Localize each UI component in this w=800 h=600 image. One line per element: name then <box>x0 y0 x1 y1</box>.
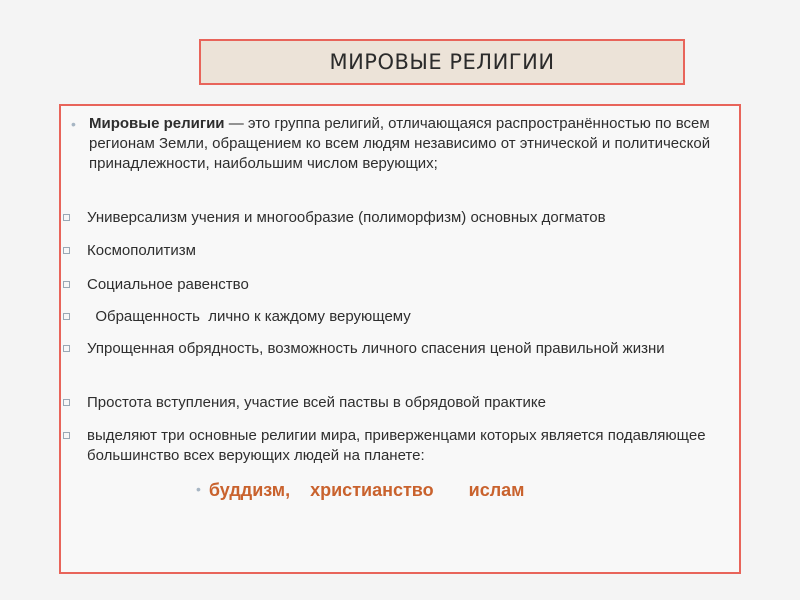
list-item-text: Обращенность лично к каждому верующему <box>87 308 411 325</box>
religion-islam: ислам <box>468 480 525 500</box>
title-box <box>199 39 685 85</box>
list-item-text: Простота вступления, участие всей паствы в обрядовой практике <box>87 394 546 411</box>
list-item <box>61 393 731 413</box>
religion-buddhism: буддизм, <box>208 480 291 500</box>
checkbox-bullet-icon <box>63 399 70 406</box>
checkbox-bullet-icon <box>63 313 70 320</box>
list-item-text: Упрощенная обрядность, возможность личного спасения ценой правильной жизни <box>87 340 665 357</box>
intro-definition: — это группа религий, отличающаяся распространённостью по всем регионам Земли, обращением ко всем людям независимо от этнической и политической принадлежности, наибольшим числом верующих; <box>89 115 711 172</box>
page-title: МИРОВЫЕ РЕЛИГИИ <box>329 50 555 74</box>
content-box <box>59 104 741 574</box>
religion-christianity: христианство <box>310 480 434 500</box>
list-item-text: Социальное равенство <box>87 276 249 293</box>
list-item-text: Универсализм учения и многообразие (полиморфизм) основных догматов <box>87 209 606 226</box>
intro-text <box>89 114 731 174</box>
bullet-dot-icon: • <box>71 116 76 132</box>
list-item <box>61 275 731 295</box>
list-item <box>61 208 731 228</box>
checkbox-bullet-icon <box>63 281 70 288</box>
checkbox-bullet-icon <box>63 345 70 352</box>
intro-term: Мировые религии <box>89 115 225 132</box>
list-item <box>61 241 731 261</box>
list-item-text: выделяют три основные религии мира, приверженцами которых является подавляющее большинство всех верующих людей на планете: <box>87 427 706 464</box>
list-item <box>61 426 731 466</box>
list-item-text: Космополитизм <box>87 242 196 259</box>
checkbox-bullet-icon <box>63 247 70 254</box>
list-item <box>61 307 731 327</box>
intro-paragraph <box>71 114 731 174</box>
list-item <box>61 339 731 359</box>
checkbox-bullet-icon <box>63 432 70 439</box>
checkbox-bullet-icon <box>63 214 70 221</box>
bullet-dot-icon: • <box>196 481 201 497</box>
religions-line <box>196 480 524 501</box>
